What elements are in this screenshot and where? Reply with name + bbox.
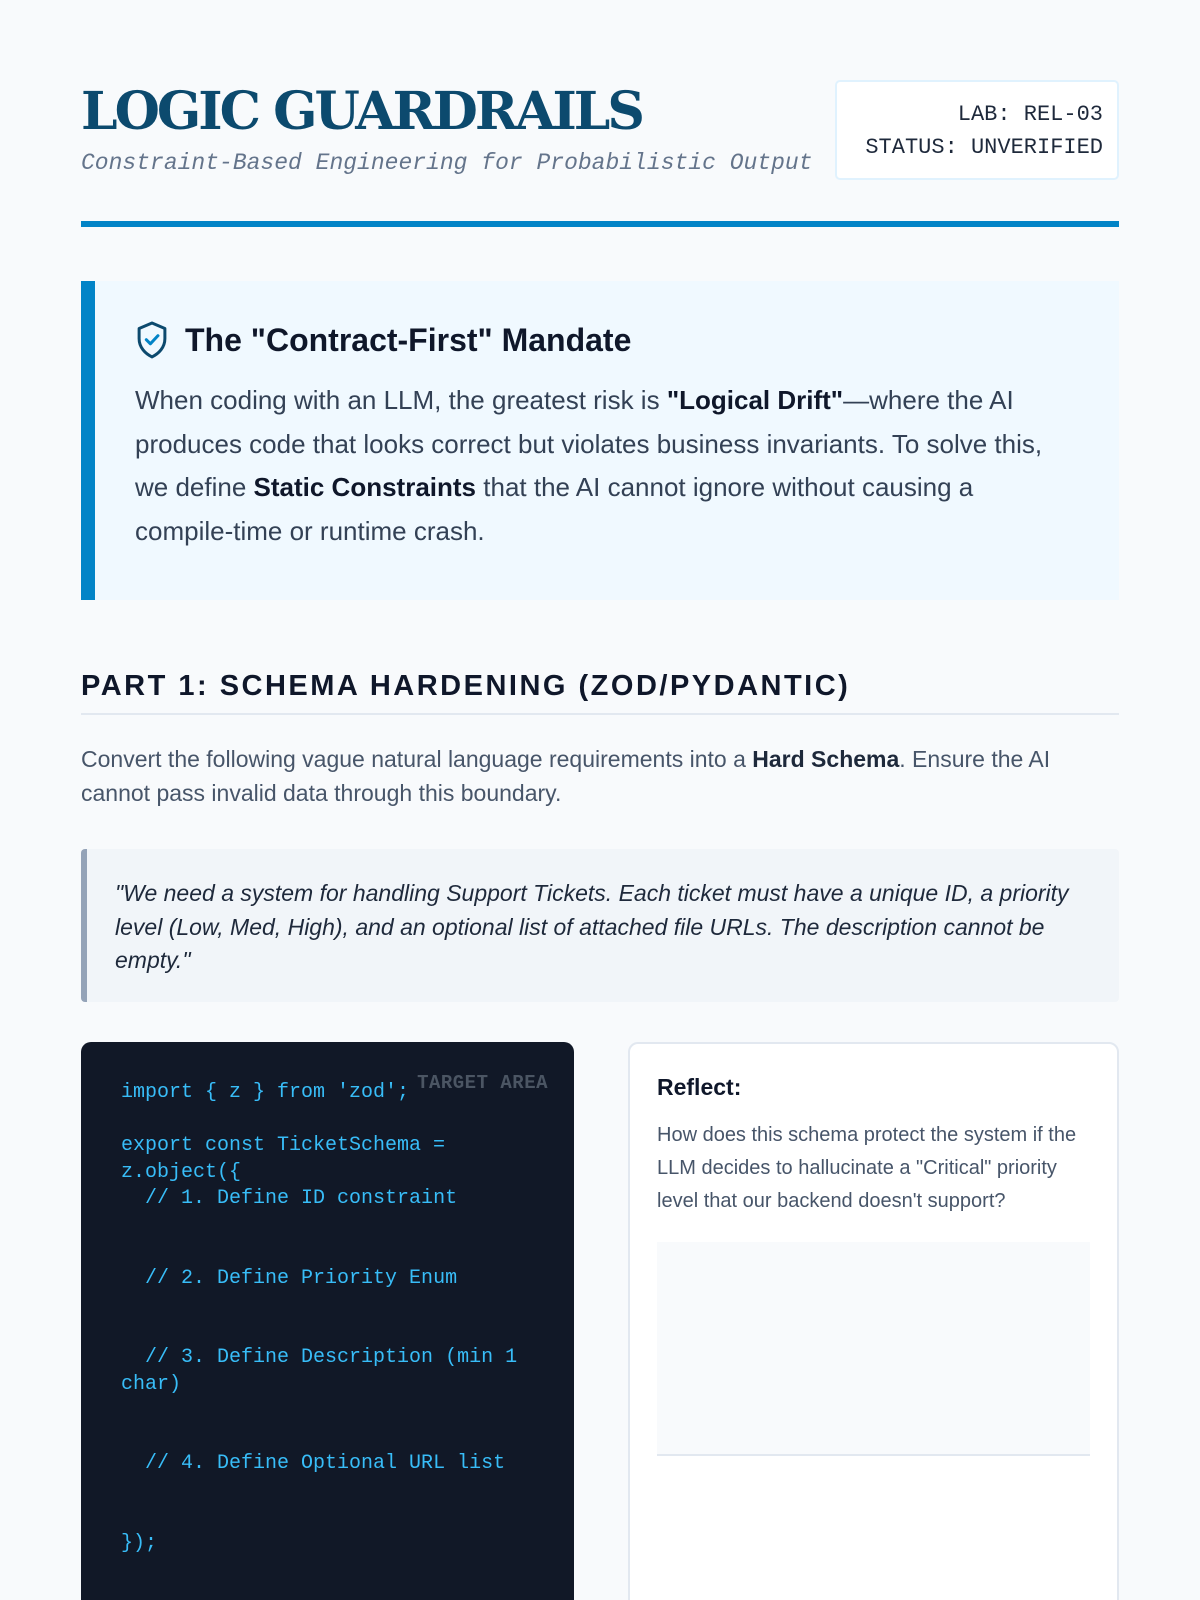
reflect-title: Reflect: <box>657 1074 742 1100</box>
mandate-callout <box>81 281 1119 600</box>
lab-id: LAB: REL-03 <box>957 102 1103 127</box>
page-subtitle: Constraint-Based Engineering for Probabilistic Output <box>81 150 813 176</box>
status-label: STATUS: UNVERIFIED <box>865 135 1103 160</box>
code-editor-panel[interactable] <box>81 1042 574 1600</box>
part-1-intro: Convert the following vague natural language requirements into a Hard Schema. Ensure the AI cannot pass invalid data through this boundary. <box>81 746 1051 806</box>
mandate-body: When coding with an LLM, the greatest risk is "Logical Drift"—where the AI produces code that looks correct but violates business invariants. To solve this, we define Static Constraints that the AI cannot ignore without causing a compile-time or runtime crash. <box>135 385 1043 546</box>
header-divider <box>81 221 1119 227</box>
header <box>81 80 1119 230</box>
part-1-heading: PART 1: SCHEMA HARDENING (ZOD/PYDANTIC) <box>81 670 1119 715</box>
page-title: LOGIC GUARDRAILS <box>81 81 642 142</box>
target-area-label: TARGET AREA <box>417 1072 548 1094</box>
reflect-card <box>628 1042 1119 1600</box>
static-constraints-term: Static Constraints <box>253 472 477 502</box>
hard-schema-term: Hard Schema <box>752 746 900 772</box>
reflect-answer-field[interactable] <box>657 1242 1090 1456</box>
lab-status-box <box>835 80 1119 180</box>
reflect-question: How does this schema protect the system if the LLM decides to hallucinate a "Critical" priority level that our backend doesn't support? <box>657 1124 1077 1212</box>
logical-drift-term: "Logical Drift" <box>666 385 844 415</box>
shield-check-icon <box>135 321 169 359</box>
mandate-header <box>135 321 1065 359</box>
requirements-quote: "We need a system for handling Support Tickets. Each ticket must have a unique ID, a priority level (Low, Med, High), and an optional list of attached file URLs. The description cannot be empty." <box>81 849 1119 1002</box>
mandate-title: The "Contract-First" Mandate <box>185 321 632 358</box>
code-snippet[interactable]: import { z } from 'zod'; export const TicketSchema = z.object({ // 1. Define ID constraint // 2. Define Priority Enum // 3. Define Description (min 1 char) // 4. Define Optional URL list }); <box>121 1081 518 1555</box>
